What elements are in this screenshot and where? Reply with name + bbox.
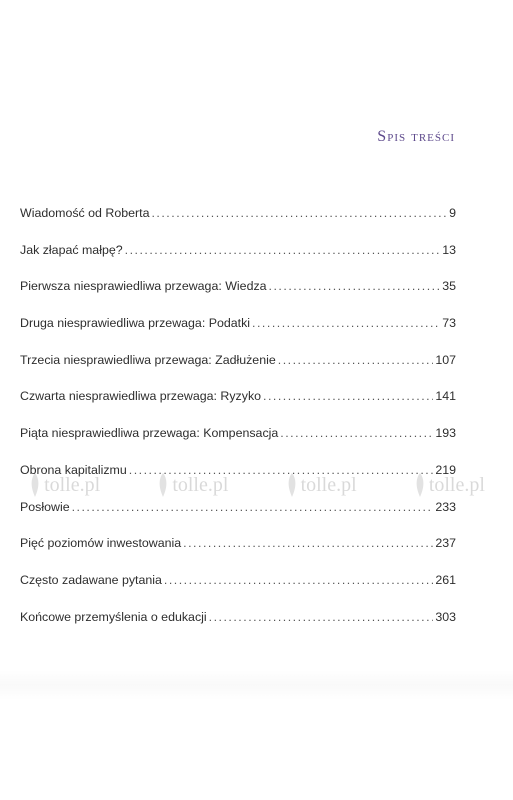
toc-entry[interactable] (20, 206, 456, 243)
dot-leader (183, 536, 433, 550)
dot-leader (263, 389, 433, 403)
toc-entry[interactable] (20, 463, 456, 500)
toc-entry[interactable] (20, 279, 456, 316)
dot-leader (269, 279, 441, 293)
toc-entry-label: Pierwsza niesprawiedliwa przewaga: Wiedza (20, 279, 267, 294)
toc-entry-label: Obrona kapitalizmu (20, 462, 127, 477)
dot-leader (278, 353, 434, 367)
toc-entry[interactable] (20, 316, 456, 353)
toc-entry-page: 35 (442, 279, 456, 294)
toc-entry[interactable] (20, 536, 456, 573)
toc-entry-page: 9 (449, 206, 456, 220)
toc-entry[interactable] (20, 573, 456, 610)
toc-entry[interactable] (20, 426, 456, 463)
toc-entry-label: Wiadomość od Roberta (20, 206, 150, 220)
dot-leader (125, 243, 441, 257)
toc-entry-label: Jak złapać małpę? (20, 242, 123, 257)
watermark-text: tolle.pl (172, 473, 229, 496)
dot-leader (209, 610, 434, 624)
toc-entry[interactable] (20, 500, 456, 537)
dot-leader (129, 463, 434, 477)
toc-entry-page: 193 (435, 426, 456, 441)
table-of-contents (20, 206, 456, 646)
watermark-text: tolle.pl (300, 473, 357, 496)
dot-leader (151, 206, 447, 220)
toc-entry[interactable] (20, 243, 456, 280)
toc-title: Spis treści (377, 128, 455, 145)
toc-entry-page: 107 (435, 352, 456, 367)
toc-entry-label: Trzecia niesprawiedliwa przewaga: Zadłużenie (20, 352, 276, 367)
dot-leader (280, 426, 433, 440)
toc-entry-label: Czwarta niesprawiedliwa przewaga: Ryzyko (20, 389, 262, 404)
toc-entry[interactable] (20, 610, 456, 647)
toc-entry-label: Druga niesprawiedliwa przewaga: Podatki (20, 316, 251, 331)
toc-entry-page: 141 (435, 389, 456, 404)
toc-entry-label: Końcowe przemyślenia o edukacji (20, 609, 207, 624)
toc-entry-page: 219 (435, 462, 456, 477)
dot-leader (164, 573, 433, 587)
dot-leader (252, 316, 440, 330)
watermark-text: tolle.pl (44, 473, 101, 496)
toc-entry-label: Często zadawane pytania (20, 572, 162, 587)
toc-entry-page: 73 (442, 316, 456, 331)
toc-entry-page: 237 (435, 536, 456, 551)
toc-entry-page: 233 (435, 499, 456, 514)
toc-entry-page: 261 (435, 572, 456, 587)
dot-leader (72, 500, 434, 514)
toc-entry-page: 303 (435, 609, 456, 624)
toc-entry-label: Posłowie (20, 499, 70, 514)
toc-entry-label: Pięć poziomów inwestowania (20, 536, 182, 551)
toc-entry[interactable] (20, 389, 456, 426)
toc-entry-page: 13 (442, 242, 456, 257)
toc-entry-label: Piąta niesprawiedliwa przewaga: Kompensacja (20, 426, 279, 441)
toc-entry[interactable] (20, 353, 456, 390)
watermark-text: tolle.pl (428, 473, 485, 496)
scan-fade-band (0, 670, 513, 700)
